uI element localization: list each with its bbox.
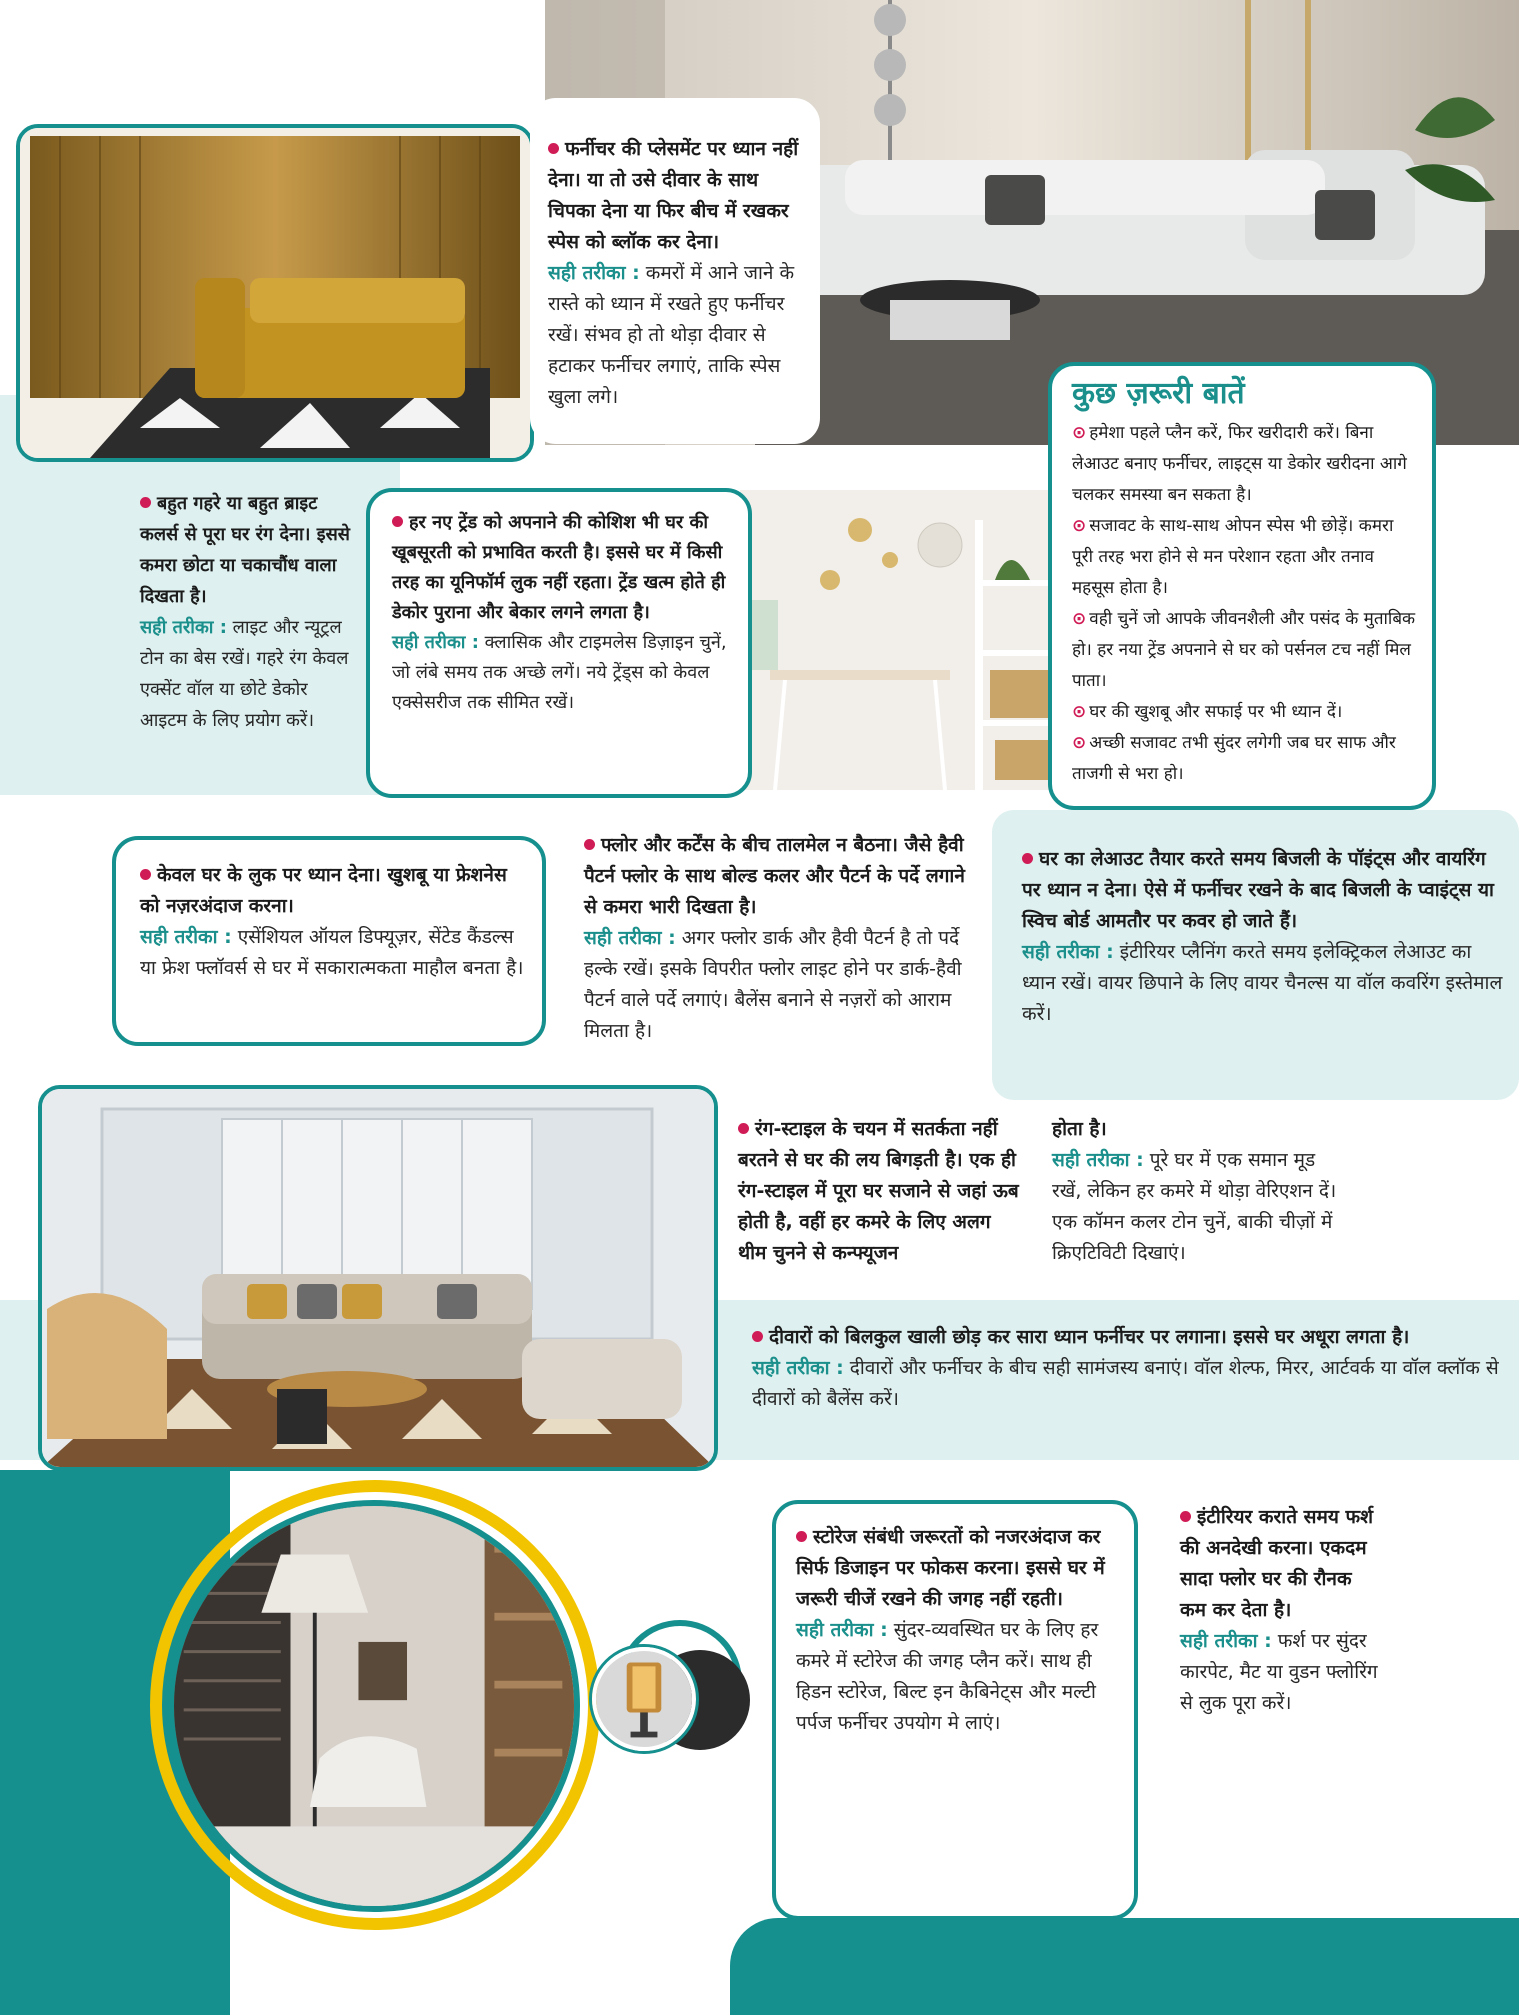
walls-label: सही तरीका : [752, 1357, 844, 1379]
bullet-dot-icon [140, 497, 151, 508]
reading-corner-photo [168, 1500, 580, 1912]
electric-heading: घर का लेआउट तैयार करते समय बिजली के पॉइंट्स और वायरिंग पर ध्यान न देना। ऐसे में फर्नीचर रखने के बाद बिजली के प्वाइंट्स या स्विच बोर्ड आमतौर पर कवर हो जाते हैं। [1022, 848, 1494, 932]
key-tips-block [1048, 362, 1436, 810]
colors-label: सही तरीका : [140, 617, 227, 638]
bullet-dot-icon [392, 516, 403, 527]
luxury-living-room-photo [38, 1085, 718, 1471]
trends-block [366, 488, 752, 798]
walls-heading: दीवारों को बिलकुल खाली छोड़ कर सारा ध्यान फर्नीचर पर लगाना। इससे घर अधूरा लगता है। [769, 1326, 1410, 1348]
bullet-dot-icon [738, 1123, 749, 1134]
floor-curtain-block [584, 830, 968, 1060]
empty-walls-block [752, 1322, 1512, 1452]
key-tip-item: ⊙ हमेशा पहले प्लैन करें, फिर खरीदारी करें। बिना लेआउट बनाए फर्नीचर, लाइट्स या डेकोर खरीदना आगे चलकर समस्या बन सकता है। [1072, 423, 1407, 505]
fragrance-heading: केवल घर के लुक पर ध्यान देना। खुशबू या फ्रेशनेस को नज़रअंदाज करना। [140, 864, 507, 917]
style-label: सही तरीका : [1052, 1149, 1144, 1171]
trends-text: क्लासिक और टाइमलेस डिज़ाइन चुनें, जो लंबे समय तक अच्छे लगें। नये ट्रेंड्स को केवल एक्सेसरीज तक सीमित रखें। [392, 632, 727, 713]
furniture-heading: फर्नीचर की प्लेसमेंट पर ध्यान नहीं देना। या तो उसे दीवार के साथ चिपका देना या फिर बीच में रखकर स्पेस को ब्लॉक कर देना। [548, 138, 799, 253]
furniture-label: सही तरीका : [548, 262, 640, 284]
bullet-dot-icon [584, 839, 595, 850]
flooring-text: फर्श पर सुंदर कारपेट, मैट या वुडन फ्लोरिंग से लुक पूरा करें। [1180, 1630, 1378, 1714]
colors-text: लाइट और न्यूट्रल टोन का बेस रखें। गहरे रंग केवल एक्सेंट वॉल या छोटे डेकोर आइटम के लिए प्रयोग करें। [140, 617, 349, 731]
key-tip-item: ⊙ अच्छी सजावट तभी सुंदर लगेगी जब घर साफ और ताजगी से भरा हो। [1072, 733, 1396, 784]
electric-label: सही तरीका : [1022, 941, 1114, 963]
mustard-sofa-photo [16, 124, 534, 462]
target-bullet-icon: ⊙ [1072, 423, 1087, 443]
bullet-dot-icon [752, 1331, 763, 1342]
flooring-label: सही तरीका : [1180, 1630, 1272, 1652]
style-text: पूरे घर में एक समान मूड रखें, लेकिन हर कमरे में थोड़ा वेरिएशन दें। एक कॉमन कलर टोन चुनें, बाकी चीज़ों में क्रिएटिविटी दिखाएं। [1052, 1149, 1337, 1264]
style-block-continued [1052, 1114, 1342, 1274]
white-study-desk-photo [740, 490, 1090, 790]
furniture-placement-block [530, 98, 820, 444]
bullet-dot-icon [140, 869, 151, 880]
key-tip-item: ⊙ सजावट के साथ-साथ ओपन स्पेस भी छोड़ें। कमरा पूरी तरह भरा होने से मन परेशान रहता और तनाव महसूस होता है। [1072, 516, 1394, 598]
bright-colors-block [140, 488, 358, 778]
colors-heading: बहुत गहरे या बहुत ब्राइट कलर्स से पूरा घर रंग देना। इससे कमरा छोटा या चकाचौंध वाला दिखता है। [140, 493, 350, 607]
floor-curtain-text: अगर फ्लोर डार्क और हैवी पैटर्न है तो पर्दे हल्के रखें। इसके विपरीत फ्लोर लाइट होने पर डार्क-हैवी पैटर्न वाले पर्दे लगाएं। बैलेंस बनाने से नज़रों को आराम मिलता है। [584, 927, 962, 1042]
fragrance-block [112, 836, 546, 1046]
trends-label: सही तरीका : [392, 632, 479, 653]
target-bullet-icon: ⊙ [1072, 733, 1087, 753]
key-tip-item: ⊙ वही चुनें जो आपके जीवनशैली और पसंद के मुताबिक हो। हर नया ट्रेंड अपनाने से घर को पर्सनल टच नहीं मिल पाता। [1072, 609, 1416, 691]
trends-heading: हर नए ट्रेंड को अपनाने की कोशिश भी घर की खूबसूरती को प्रभावित करती है। इससे घर में किसी तरह का यूनिफॉर्म लुक नहीं रहता। ट्रेंड खत्म होते ही डेकोर पुराना और बेकार लगने लगता है। [392, 512, 726, 623]
walls-text: दीवारों और फर्नीचर के बीच सही सामंजस्य बनाएं। वॉल शेल्फ, मिरर, आर्टवर्क या वॉल क्लॉक से दीवारों को बैलेंस करें। [752, 1357, 1499, 1410]
bullet-dot-icon [1022, 853, 1033, 864]
key-tips-title: कुछ ज़रूरी बातें [1072, 376, 1245, 411]
lamp-circle-photo [592, 1647, 696, 1751]
fragrance-text: एसेंशियल ऑयल डिफ्यूज़र, सेंटेड कैंडल्स या फ्रेश फ्लॉवर्स से घर में सकारात्मकता माहौल बनता है। [140, 926, 524, 979]
key-tip-item: ⊙ घर की खुशबू और सफाई पर भी ध्यान दें। [1072, 702, 1343, 722]
style-heading: रंग-स्टाइल के चयन में सतर्कता नहीं बरतने से घर की लय बिगड़ती है। एक ही रंग-स्टाइल में पूरा घर सजाने से जहां ऊब होती है, वहीं हर कमरे के लिए अलग थीम चुनने से कन्फ्यूजन [738, 1118, 1019, 1264]
teal-panel-bottom-right [730, 1918, 1519, 2015]
flooring-block [1180, 1502, 1380, 1832]
target-bullet-icon: ⊙ [1072, 609, 1087, 629]
flooring-heading: इंटीरियर कराते समय फर्श की अनदेखी करना। एकदम सादा फ्लोर घर की रौनक कम कर देता है। [1180, 1506, 1374, 1621]
bullet-dot-icon [548, 143, 559, 154]
fragrance-label: सही तरीका : [140, 926, 232, 948]
floor-curtain-label: सही तरीका : [584, 927, 676, 949]
storage-label: सही तरीका : [796, 1619, 888, 1641]
electric-points-block [992, 810, 1519, 1100]
bullet-dot-icon [1180, 1511, 1191, 1522]
storage-heading: स्टोरेज संबंधी जरूरतों को नजरअंदाज कर सिर्फ डिजाइन पर फोकस करना। इससे घर में जरूरी चीजें रखने की जगह नहीं रहती। [796, 1526, 1105, 1610]
furniture-text: कमरों में आने जाने के रास्ते को ध्यान में रखते हुए फर्नीचर रखें। संभव हो तो थोड़ा दीवार से हटाकर फर्नीचर लगाएं, ताकि स्पेस खुला लगे। [548, 262, 795, 408]
bullet-dot-icon [796, 1531, 807, 1542]
storage-text: सुंदर-व्यवस्थित घर के लिए हर कमरे में स्टोरेज की जगह प्लैन करें। साथ ही हिडन स्टोरेज, बिल्ट इन कैबिनेट्स और मल्टी पर्पज फर्नीचर उपयोग मे लाएं। [796, 1619, 1099, 1734]
style-block [738, 1114, 1020, 1274]
style-heading-continued: होता है। [1052, 1118, 1107, 1140]
target-bullet-icon: ⊙ [1072, 516, 1087, 536]
storage-block [772, 1500, 1138, 1920]
electric-text: इंटीरियर प्लैनिंग करते समय इलेक्ट्रिकल लेआउट का ध्यान रखें। वायर छिपाने के लिए वायर चैनल्स या वॉल कवरिंग इस्तेमाल करें। [1022, 941, 1503, 1025]
target-bullet-icon: ⊙ [1072, 702, 1087, 722]
floor-curtain-heading: फ्लोर और कर्टेंस के बीच तालमेल न बैठना। जैसे हैवी पैटर्न फ्लोर के साथ बोल्ड कलर और पैटर्न के पर्दे लगाने से कमरा भारी दिखता है। [584, 834, 965, 918]
